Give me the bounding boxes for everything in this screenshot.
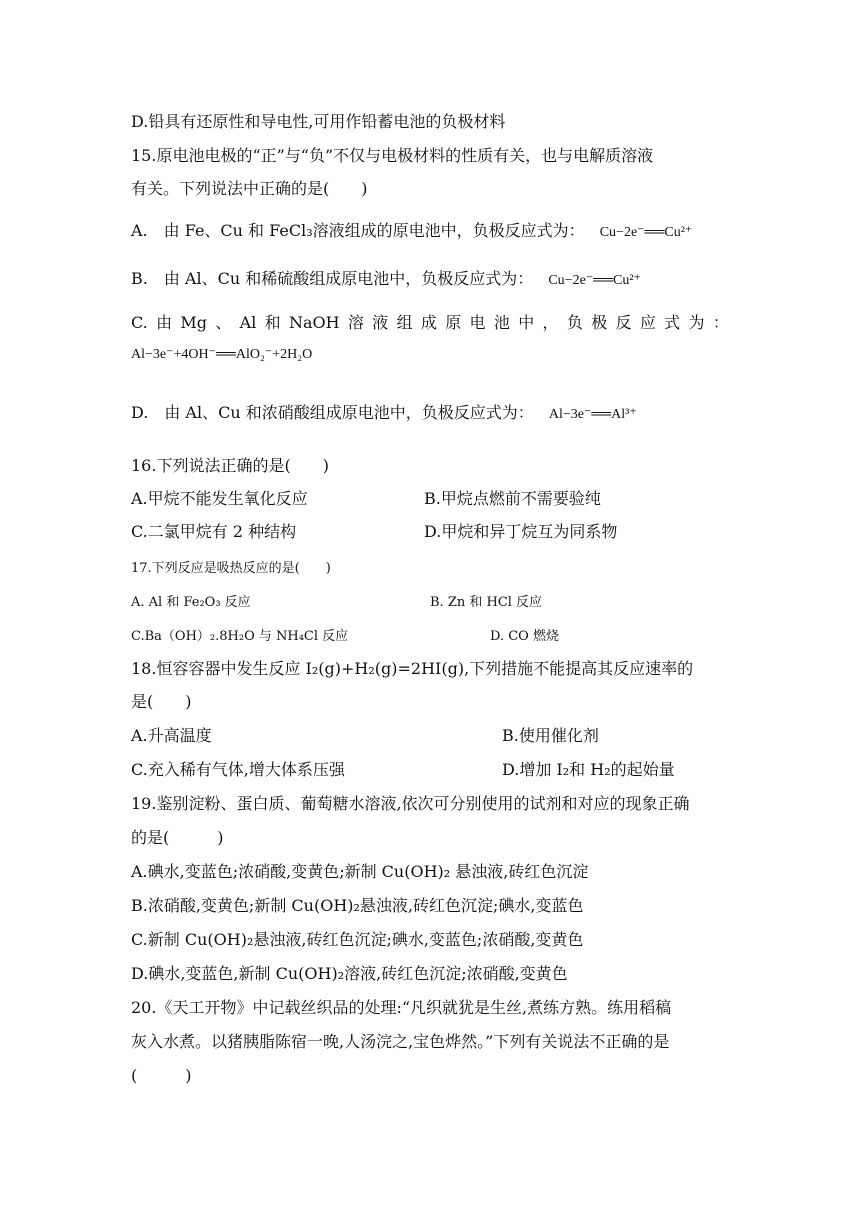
- q15-option-c-word: 反: [615, 313, 632, 332]
- q15-option-c-word: Al: [239, 313, 257, 332]
- q15-option-a: [131, 220, 692, 244]
- q17-option-a: [131, 592, 251, 614]
- q16-option-b: [424, 488, 601, 510]
- q15-option-b-formula: Cu−2e⁻══Cu²⁺: [548, 273, 641, 288]
- q15-option-c-line1: [131, 312, 729, 334]
- q15-option-c-word: 液: [372, 313, 389, 332]
- q15-option-b-text: B. 由 Al、Cu 和稀硫酸组成原电池中，负极反应式为：: [131, 269, 534, 288]
- line-text: A. Al 和 Fe₂O₃ 反应: [131, 595, 251, 610]
- line-text: B.使用催化剂: [502, 726, 599, 745]
- q16-option-a: [131, 488, 308, 510]
- q15-option-a-formula: Cu−2e⁻══Cu²⁺: [599, 225, 693, 240]
- q15-option-c-word: 组: [396, 313, 413, 332]
- q15-option-c-word: 电: [469, 313, 486, 332]
- line-text: 是( ): [131, 692, 192, 711]
- q15-option-c-word: ，: [542, 313, 559, 332]
- q16-option-d: [424, 521, 617, 543]
- q15-option-c-word: ：: [712, 313, 729, 332]
- question-17-stem: [131, 558, 331, 580]
- q19-option-b: [131, 895, 584, 917]
- q19-option-d: [131, 963, 568, 985]
- line-text: B.甲烷点燃前不需要验纯: [424, 489, 601, 508]
- line-text: 有关。下列说法中正确的是( ): [131, 179, 368, 198]
- q19-option-a: [131, 861, 588, 883]
- option-d-q14: [131, 111, 505, 133]
- line-text: 的是( ): [131, 828, 224, 847]
- question-15-stem-line2: [131, 178, 368, 200]
- line-text: 18.恒容容器中发生反应 I₂(g)+H₂(g)=2HI(g),下列措施不能提高其反应速率的: [131, 659, 694, 678]
- q15-option-c-word: 极: [591, 313, 608, 332]
- line-text: D.碘水,变蓝色,新制 Cu(OH)₂溶液,砖红色沉淀;浓硝酸,变黄色: [131, 964, 568, 983]
- line-text: C.充入稀有气体,增大体系压强: [131, 760, 345, 779]
- q15-option-c-word: 原: [445, 313, 462, 332]
- line-text: D.甲烷和异丁烷互为同系物: [424, 522, 618, 541]
- q15-option-c-word: 中: [518, 313, 535, 332]
- line-text: D.增加 I₂和 H₂的起始量: [502, 760, 675, 779]
- q15-option-c-word: Mg: [180, 313, 208, 332]
- line-text: C.二氯甲烷有 2 种结构: [131, 522, 297, 541]
- line-text: C.Ba（OH）₂.8H₂O 与 NH₄Cl 反应: [131, 629, 349, 644]
- q15-option-c-word: 溶: [347, 313, 364, 332]
- q15-option-b: [131, 268, 641, 292]
- q15-option-c-word: 池: [493, 313, 510, 332]
- question-19-stem-line2: [131, 827, 224, 849]
- q15-option-c-word: C.: [131, 313, 148, 332]
- q15-option-a-text: A. 由 Fe、Cu 和 FeCl₃溶液组成的原电池中，负极反应式为：: [131, 221, 585, 240]
- question-20-stem-line1: [131, 997, 671, 1019]
- line-text: B.浓硝酸,变黄色;新制 Cu(OH)₂悬浊液,砖红色沉淀;碘水,变蓝色: [131, 896, 584, 915]
- q17-option-c: [131, 626, 348, 648]
- line-text: 20.《天工开物》中记载丝织品的处理:“凡织就犹是生丝,煮练方熟。练用稻稿: [131, 998, 672, 1017]
- q18-option-b: [502, 725, 599, 747]
- question-20-stem-line3: [131, 1065, 192, 1087]
- q15-option-c-word: 成: [420, 313, 437, 332]
- question-16-stem: [131, 455, 329, 477]
- q18-option-d: [502, 759, 675, 781]
- line-text: 19.鉴别淀粉、蛋白质、葡萄糖水溶液,依次可分别使用的试剂和对应的现象正确: [131, 794, 690, 813]
- question-15-stem-line1: [131, 145, 653, 167]
- q15-option-d-formula: Al−3e⁻══Al³⁺: [548, 407, 637, 422]
- line-text: D.铅具有还原性和导电性,可用作铅蓄电池的负极材料: [131, 112, 506, 131]
- line-text: 灰入水煮。以猪胰脂陈宿一晚,人汤浣之,宝色烨然。”下列有关说法不正确的是: [131, 1032, 670, 1051]
- q17-option-d: [490, 626, 559, 648]
- q15-option-c-word: 、: [215, 313, 232, 332]
- question-20-stem-line2: [131, 1031, 669, 1053]
- q15-option-c-word: 为: [688, 313, 705, 332]
- q15-option-c-word: 应: [639, 313, 656, 332]
- line-text: A.甲烷不能发生氧化反应: [131, 489, 308, 508]
- line-text: 16.下列说法正确的是( ): [131, 456, 329, 475]
- line-text: ( ): [131, 1066, 192, 1085]
- line-text: B. Zn 和 HCl 反应: [430, 595, 543, 610]
- line-text: 17.下列反应是吸热反应的是( ): [131, 561, 331, 576]
- line-text: D. CO 燃烧: [490, 629, 559, 644]
- q15-option-d-text: D. 由 Al、Cu 和浓硝酸组成原电池中，负极反应式为：: [131, 403, 534, 422]
- line-text: 15.原电池电极的“正”与“负”不仅与电极材料的性质有关，也与电解质溶液: [131, 146, 654, 165]
- line-text: C.新制 Cu(OH)₂悬浊液,砖红色沉淀;碘水,变蓝色;浓硝酸,变黄色: [131, 930, 584, 949]
- q19-option-c: [131, 929, 583, 951]
- line-text: A.碘水,变蓝色;浓硝酸,变黄色;新制 Cu(OH)₂ 悬浊液,砖红色沉淀: [131, 862, 589, 881]
- q17-option-b: [430, 592, 542, 614]
- q15-option-c-word: 由: [156, 313, 173, 332]
- q15-option-c-word: 式: [664, 313, 681, 332]
- q15-option-d: [131, 402, 637, 426]
- q15-option-c-formula: Al−3e⁻+4OH⁻══AlO₂⁻+2H₂O: [131, 347, 313, 362]
- q18-option-a: [131, 725, 212, 747]
- q18-option-c: [131, 759, 345, 781]
- question-18-stem-line1: [131, 658, 693, 680]
- q15-option-c-word: 和: [264, 313, 281, 332]
- q16-option-c: [131, 521, 296, 543]
- q15-option-c-word: 负: [566, 313, 583, 332]
- q15-option-c-word: NaOH: [288, 313, 340, 332]
- question-18-stem-line2: [131, 691, 192, 713]
- question-19-stem-line1: [131, 793, 690, 815]
- line-text: A.升高温度: [131, 726, 212, 745]
